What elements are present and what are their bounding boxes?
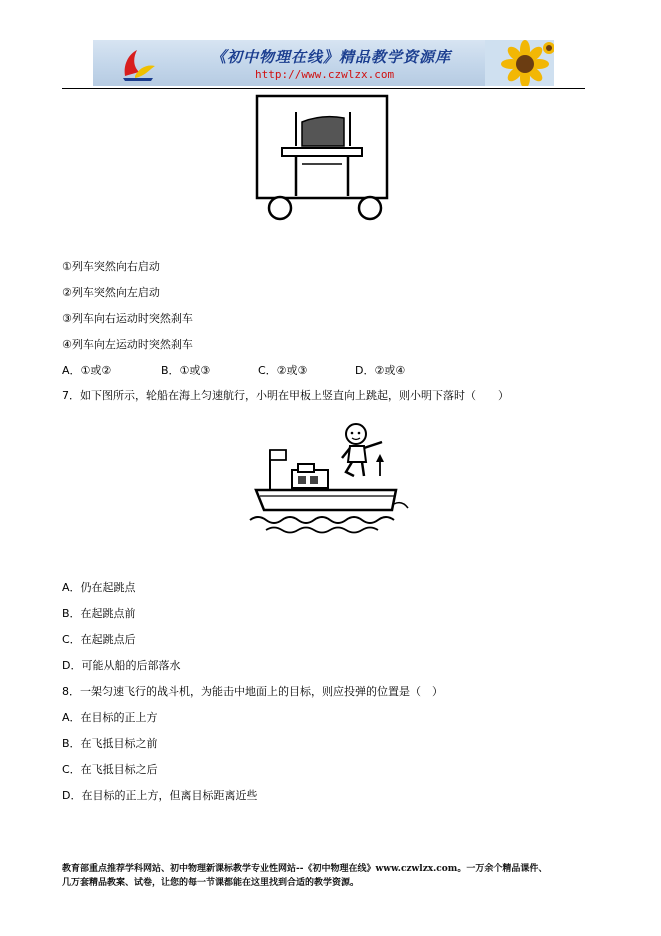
q6-choice-c[interactable]: C．②或③ <box>258 364 308 377</box>
train-car-figure <box>252 94 392 222</box>
option-1: ①列车突然向右启动 <box>62 260 160 273</box>
q7-choice-c[interactable]: C．在起跳点后 <box>62 633 136 646</box>
footer-line-1: 教育部重点推荐学科网站、初中物理新课标教学专业性网站--《初中物理在线》www.czwlzx.com。一万余个精品课件、 <box>62 864 548 874</box>
header-url[interactable]: http://www.czwlzx.com <box>255 68 395 81</box>
q7-text: 7．如下图所示，轮船在海上匀速航行，小明在甲板上竖直向上跳起，则小明下落时（ ） <box>62 389 509 402</box>
q7-choice-b[interactable]: B．在起跳点前 <box>62 607 136 620</box>
header-rule <box>62 88 585 89</box>
footer-line-2: 几万套精品教案、试卷，让您的每一节课都能在这里找到合适的教学资源。 <box>62 878 360 888</box>
q6-choice-a[interactable]: A．①或② <box>62 364 112 377</box>
q8-text: 8．一架匀速飞行的战斗机，为能击中地面上的目标，则应投弹的位置是（ ） <box>62 685 443 698</box>
option-3: ③列车向右运动时突然刹车 <box>62 312 193 325</box>
site-logo-icon <box>117 46 157 82</box>
q7-choice-d[interactable]: D．可能从船的后部落水 <box>62 659 181 672</box>
q6-choice-d[interactable]: D．②或④ <box>355 364 406 377</box>
header-title: 《初中物理在线》精品教学资源库 <box>211 48 452 66</box>
sunflower-icon <box>485 40 554 86</box>
option-2: ②列车突然向左启动 <box>62 286 160 299</box>
q6-choice-b[interactable]: B．①或③ <box>161 364 211 377</box>
ship-figure <box>246 420 414 534</box>
header-banner <box>93 40 554 86</box>
option-4: ④列车向左运动时突然刹车 <box>62 338 193 351</box>
q8-choice-b[interactable]: B．在飞抵目标之前 <box>62 737 158 750</box>
q7-choice-a[interactable]: A．仍在起跳点 <box>62 581 136 594</box>
q8-choice-a[interactable]: A．在目标的正上方 <box>62 711 158 724</box>
q8-choice-c[interactable]: C．在飞抵目标之后 <box>62 763 158 776</box>
q8-choice-d[interactable]: D．在目标的正上方，但离目标距离近些 <box>62 789 258 802</box>
page-footer <box>62 862 602 890</box>
